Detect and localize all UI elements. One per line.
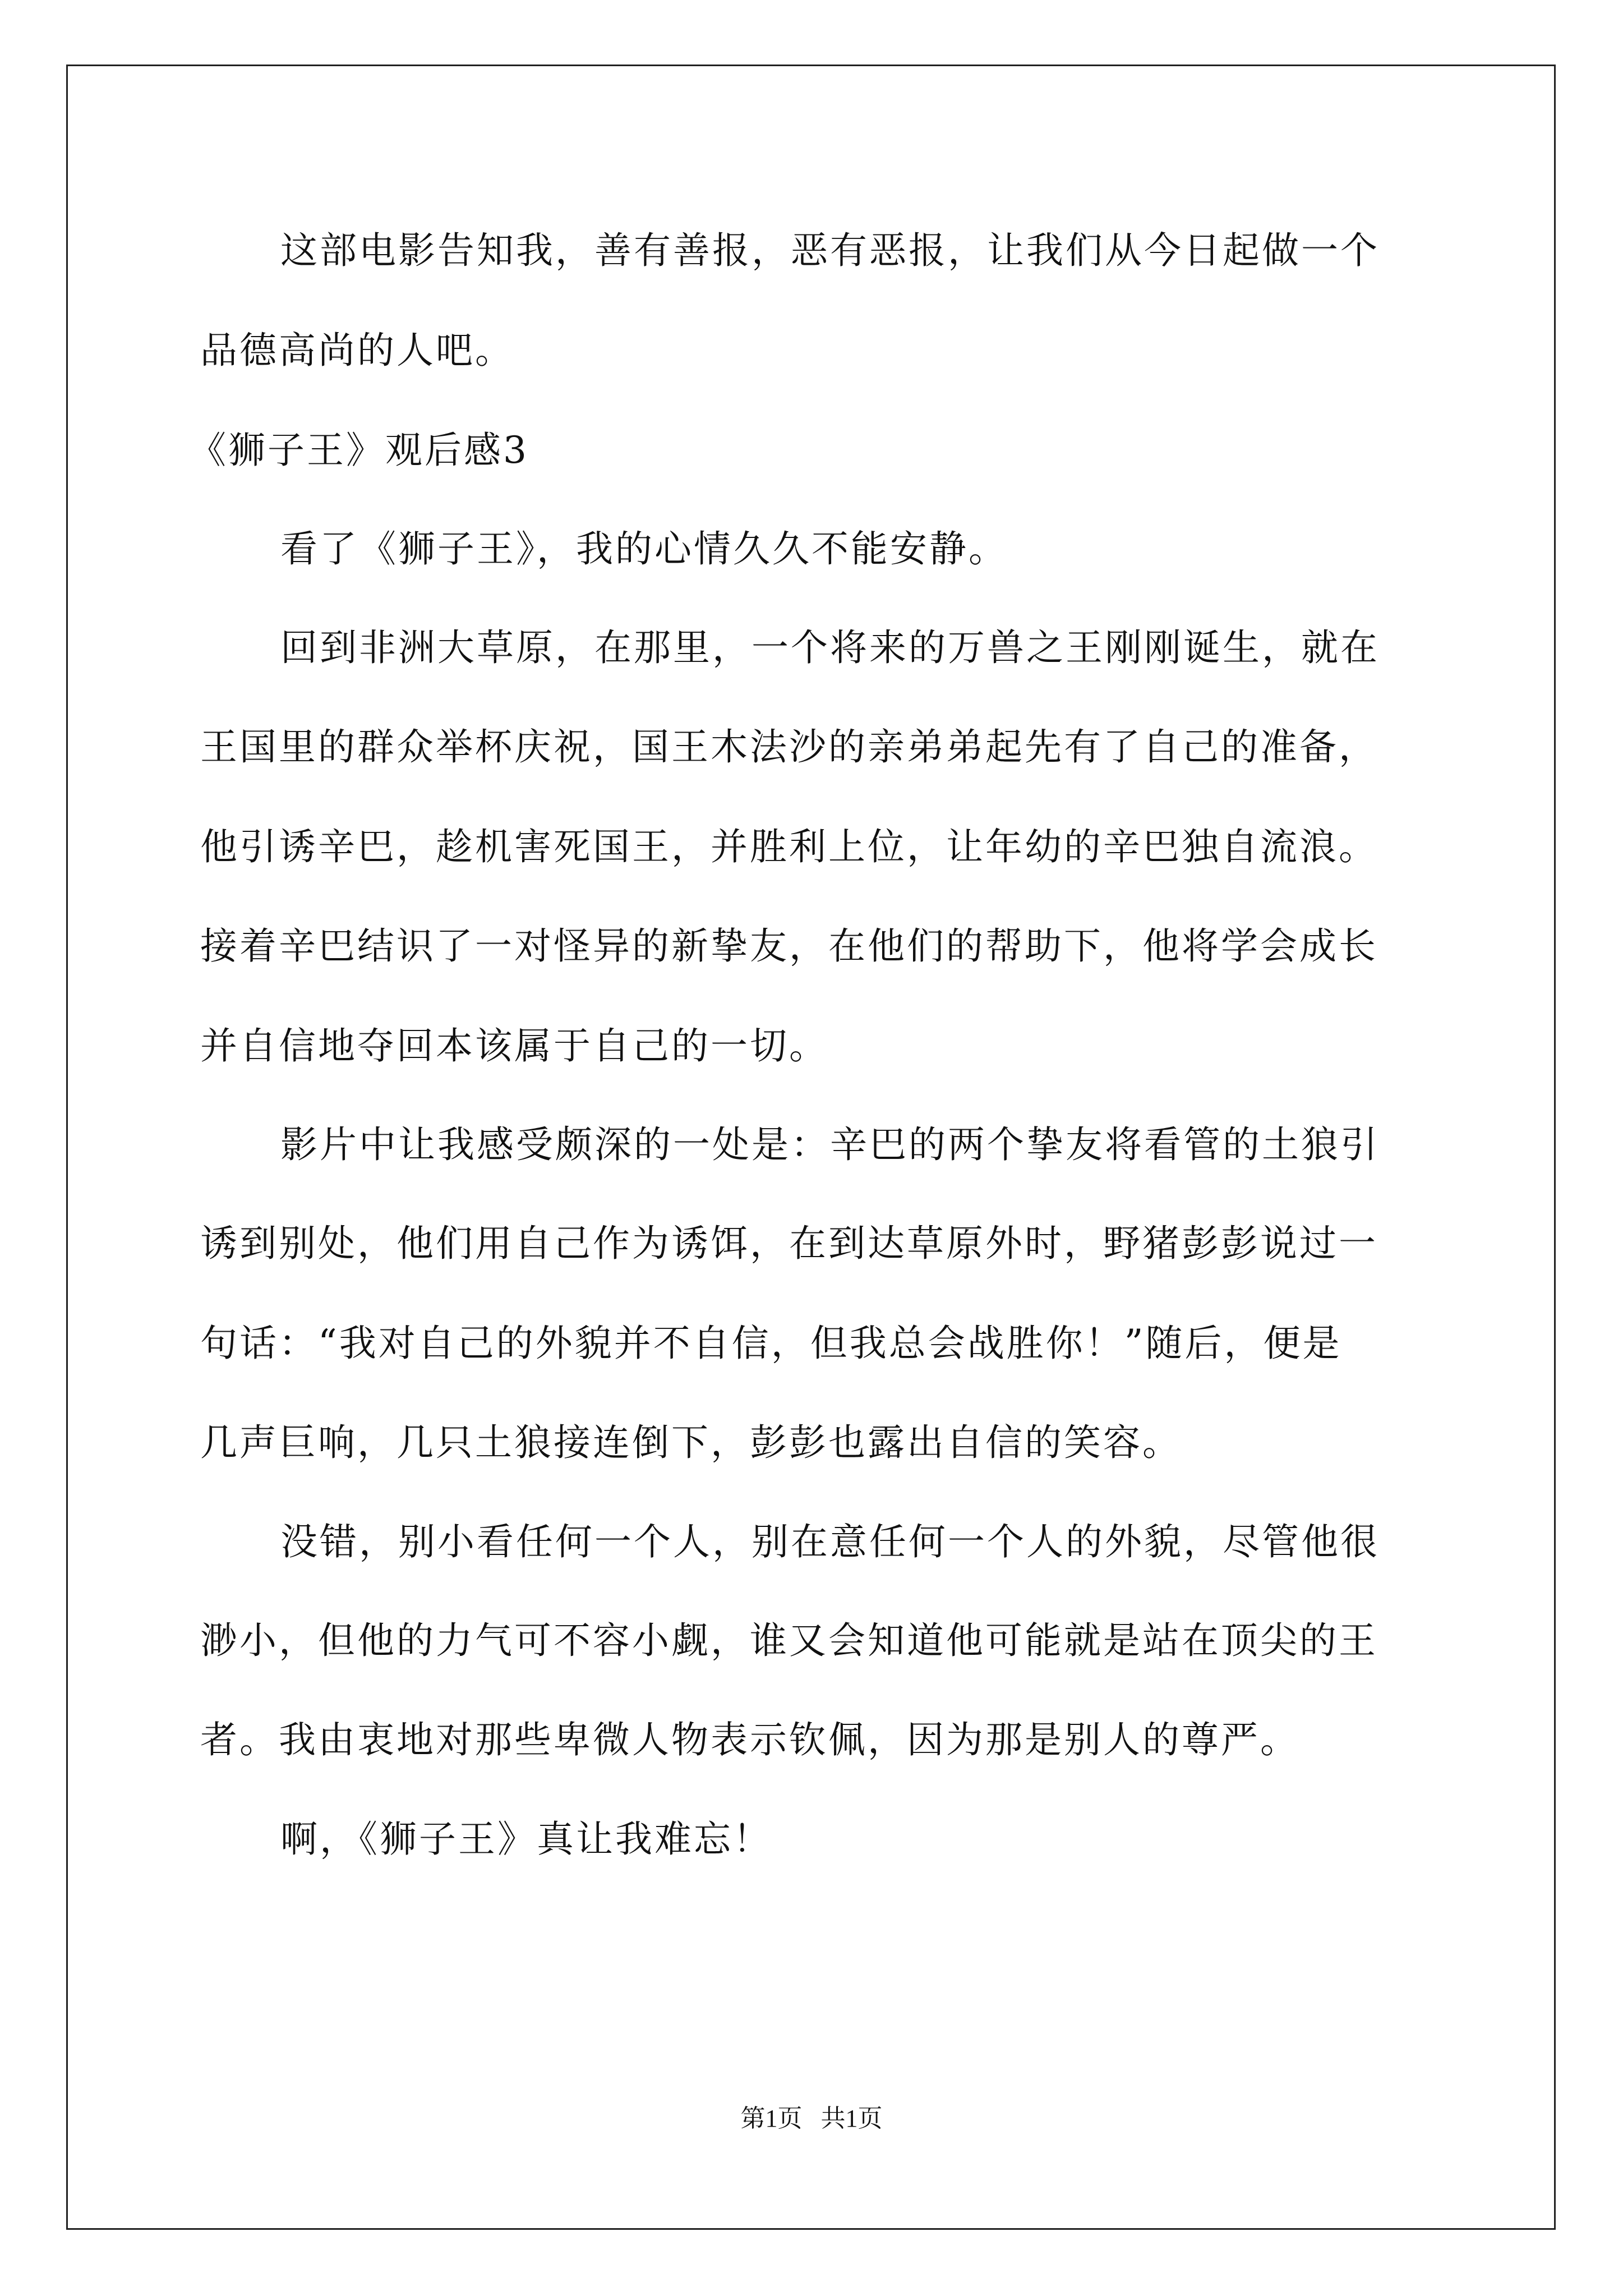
paragraph-line: 啊，《狮子王》真让我难忘！: [280, 1818, 772, 1861]
paragraph-line: 者。我由衷地对那些卑微人物表示钦佩，因为那是别人的尊严。: [200, 1718, 1299, 1761]
paragraph-line: 回到非洲大草原，在那里，一个将来的万兽之王刚刚诞生，就在: [280, 626, 1380, 669]
paragraph-line: 几声巨响，几只土狼接连倒下，彭彭也露出自信的笑容。: [200, 1421, 1182, 1464]
paragraph-line: 没错，别小看任何一个人，别在意任何一个人的外貌，尽管他很: [280, 1520, 1380, 1563]
paragraph-line: 句话：“我对自己的外貌并不自信，但我总会战胜你！”随后，便是: [200, 1322, 1342, 1365]
paragraph-line: 影片中让我感受颇深的一处是：辛巴的两个挚友将看管的土狼引: [280, 1123, 1380, 1166]
section-heading: 《狮子王》观后感3: [189, 429, 529, 472]
paragraph-line: 看了《狮子王》，我的心情久久不能安静。: [280, 527, 1008, 570]
paragraph-line: 这部电影告知我，善有善报，恶有恶报，让我们从今日起做一个: [280, 229, 1380, 272]
paragraph-line: 王国里的群众举杯庆祝，国王木法沙的亲弟弟起先有了自己的准备，: [200, 725, 1378, 769]
paragraph-line: 他引诱辛巴，趁机害死国王，并胜利上位，让年幼的辛巴独自流浪。: [200, 825, 1378, 868]
paragraph-line: 品德高尚的人吧。: [200, 329, 514, 372]
paragraph-line: 诱到别处，他们用自己作为诱饵，在到达草原外时，野猪彭彭说过一: [200, 1222, 1378, 1265]
paragraph-line: 渺小，但他的力气可不容小觑，谁又会知道他可能就是站在顶尖的王: [200, 1619, 1378, 1662]
paragraph-line: 接着辛巴结识了一对怪异的新挚友，在他们的帮助下，他将学会成长: [200, 924, 1378, 968]
paragraph-line: 并自信地夺回本该属于自己的一切。: [200, 1024, 828, 1068]
page-number-footer: 第1页 共1页: [740, 2105, 883, 2132]
